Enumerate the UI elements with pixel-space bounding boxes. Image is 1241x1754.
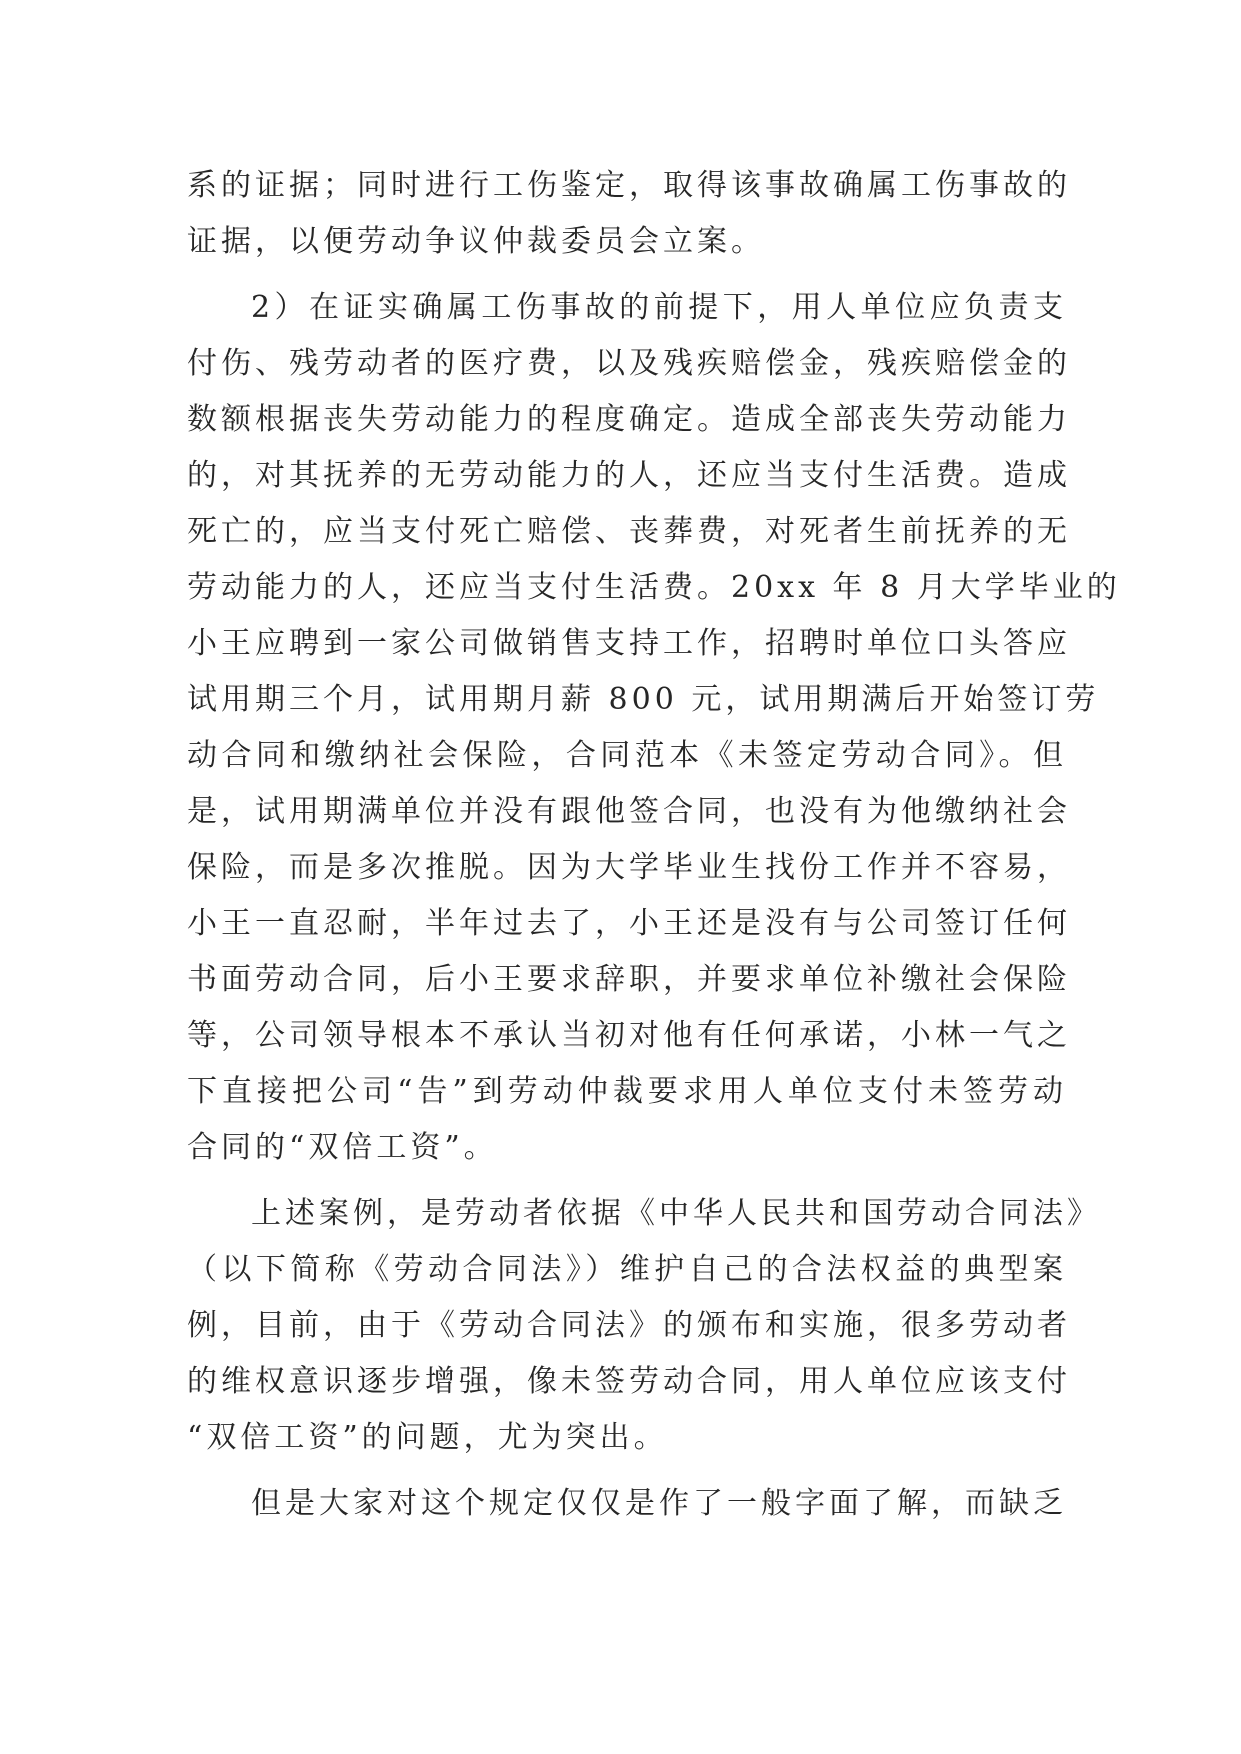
paragraph-gap (187, 270, 1067, 280)
text-line: 2）在证实确属工伤事故的前提下，用人单位应负责支 (251, 290, 1067, 325)
text-line: 付伤、残劳动者的医疗费，以及残疾赔偿金，残疾赔偿金的 (187, 346, 1071, 381)
text-line: 下直接把公司“告”到劳动仲裁要求用人单位支付未签劳动 (187, 1074, 1067, 1109)
text-line: “双倍工资”的问题，尤为突出。 (187, 1420, 668, 1455)
text-line: 但是大家对这个规定仅仅是作了一般字面了解，而缺乏 (251, 1486, 1067, 1521)
paragraph-gap (187, 1466, 1067, 1476)
text-line: 小王应聘到一家公司做销售支持工作，招聘时单位口头答应 (187, 626, 1071, 661)
text-line: 证据，以便劳动争议仲裁委员会立案。 (187, 224, 765, 259)
text-line: 合同的“双倍工资”。 (187, 1130, 498, 1165)
text-line: 等，公司领导根本不承认当初对他有任何承诺，小林一气之 (187, 1018, 1071, 1053)
text-line: 例，目前，由于《劳动合同法》的颁布和实施，很多劳动者 (187, 1308, 1071, 1343)
text-line: 小王一直忍耐，半年过去了，小王还是没有与公司签订任何 (187, 906, 1071, 941)
text-line: 书面劳动合同，后小王要求辞职，并要求单位补缴社会保险 (187, 962, 1071, 997)
text-line: 劳动能力的人，还应当支付生活费。20xx 年 8 月大学毕业的 (187, 570, 1121, 605)
text-line: （以下简称《劳动合同法》）维护自己的合法权益的典型案 (187, 1252, 1067, 1287)
text-line: 保险，而是多次推脱。因为大学毕业生找份工作并不容易， (187, 850, 1071, 885)
text-line: 是，试用期满单位并没有跟他签合同，也没有为他缴纳社会 (187, 794, 1071, 829)
text-line: 上述案例，是劳动者依据《中华人民共和国劳动合同法》 (251, 1196, 1101, 1231)
text-line: 数额根据丧失劳动能力的程度确定。造成全部丧失劳动能力 (187, 402, 1071, 437)
text-line: 死亡的，应当支付死亡赔偿、丧葬费，对死者生前抚养的无 (187, 514, 1071, 549)
document-body (187, 158, 1121, 1532)
text-line: 试用期三个月，试用期月薪 800 元，试用期满后开始签订劳 (187, 682, 1100, 717)
text-line: 动合同和缴纳社会保险，合同范本《未签定劳动合同》。但 (187, 738, 1067, 773)
text-line: 的维权意识逐步增强，像未签劳动合同，用人单位应该支付 (187, 1364, 1071, 1399)
paragraph-gap (187, 1176, 1067, 1186)
text-line: 的，对其抚养的无劳动能力的人，还应当支付生活费。造成 (187, 458, 1071, 493)
text-line: 系的证据；同时进行工伤鉴定，取得该事故确属工伤事故的 (187, 168, 1071, 203)
